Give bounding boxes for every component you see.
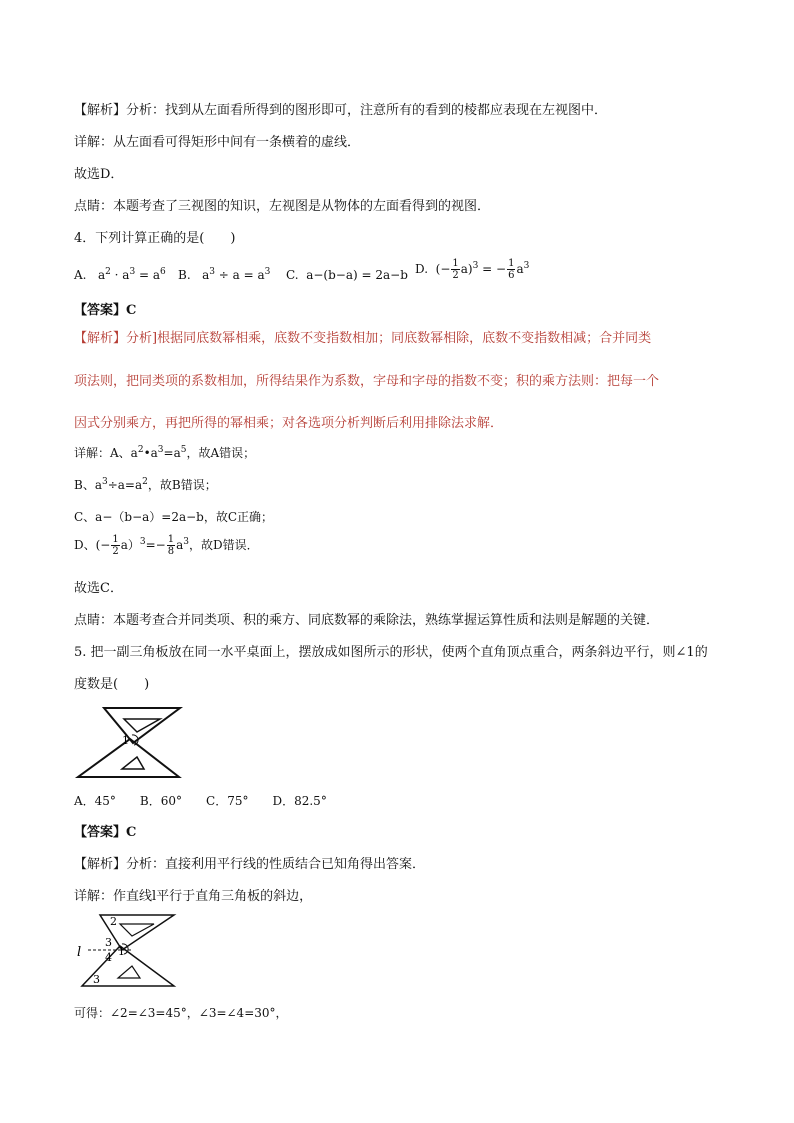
- upper-triangle: [104, 708, 180, 743]
- angle-3-label-lower: 3: [93, 973, 100, 986]
- q4-detail-c: C、a−（b−a）=2a−b，故C正确；: [74, 510, 274, 524]
- aux-upper-inner: [120, 924, 154, 936]
- q4-option-b: B. $a^3 \div a = a^3$: [178, 267, 271, 282]
- q4-option-c: C. a−(b−a) = 2a−b: [286, 268, 408, 282]
- q4-detail-a: 详解：A、$a^2•a^3=a^5$，故A错误；: [74, 445, 256, 460]
- upper-triangle-inner: [124, 719, 160, 732]
- q5-answer: 【答案】C: [74, 825, 137, 840]
- q5-result: 可得：∠2=∠3=45°，∠3=∠4=30°，: [74, 1006, 288, 1020]
- q4-option-d: D. (− $\frac{1}{2}$ a)$^3$ = − $\frac{1}{6}$ $a^3$: [415, 258, 530, 281]
- q3-analysis: 【解析】分析：找到从左面看所得到的图形即可，注意所有的看到的棱都应表现在左视图中．: [74, 103, 608, 118]
- angle-3-label-upper: 3: [105, 936, 112, 949]
- q5-question-line1: 5. 把一副三角板放在同一水平桌面上，摆放成如图所示的形状，使两个直角顶点重合，两条斜边平行，则∠1的: [74, 645, 708, 660]
- q5-triangles-figure: [74, 705, 194, 780]
- angle-1-label: 1: [122, 734, 129, 747]
- q3-choose: 故选D．: [74, 167, 124, 182]
- angle-1-label-aux: 1: [118, 945, 125, 958]
- aux-lower-inner: [118, 966, 140, 978]
- q4-detail-b: B、$a^3\div a=a^2$，故B错误；: [74, 477, 217, 492]
- q5-question-line2: 度数是( ): [74, 677, 150, 692]
- line-l-label: l: [77, 945, 82, 960]
- q5-options: A．45° B．60° C．75° D．82.5°: [74, 794, 327, 808]
- q5-auxiliary-figure: [74, 912, 194, 990]
- q4-analysis-line1: 【解析】分析]根据同底数幂相乘，底数不变指数相加；同底数幂相除，底数不变指数相减；合并同类: [74, 331, 652, 346]
- q4-choose: 故选C．: [74, 581, 123, 596]
- q4-question: 4．下列计算正确的是( ): [74, 231, 236, 246]
- angle-4-label: 4: [105, 951, 112, 964]
- lower-triangle-inner: [122, 757, 144, 769]
- q4-answer: 【答案】C: [74, 303, 137, 318]
- angle-2-label: 2: [110, 915, 117, 928]
- q5-analysis: 【解析】分析：直接利用平行线的性质结合已知角得出答案．: [74, 857, 426, 872]
- q3-comment: 点睛：本题考查了三视图的知识，左视图是从物体的左面看得到的视图．: [74, 199, 491, 214]
- q4-option-a: A. $a^2 \cdot a^3 = a^6$: [74, 267, 166, 282]
- q3-detail: 详解：从左面看可得矩形中间有一条横着的虚线．: [74, 135, 361, 150]
- q4-analysis-line2: 项法则，把同类项的系数相加，所得结果作为系数，字母和字母的指数不变；积的乘方法则：把每一个: [74, 374, 660, 389]
- q4-comment: 点睛：本题考查合并同类项、积的乘方、同底数幂的乘除法，熟练掌握运算性质和法则是解题的关键．: [74, 613, 660, 628]
- q4-detail-d: D、(− $\frac{1}{2}$ a）$^3$=− $\frac{1}{8}$ $a^3$，故D错误．: [74, 534, 259, 557]
- q5-detail: 详解：作直线l平行于直角三角板的斜边，: [74, 889, 313, 904]
- q4-analysis-line3: 因式分别乘方，再把所得的幂相乘；对各选项分析判断后利用排除法求解．: [74, 416, 504, 431]
